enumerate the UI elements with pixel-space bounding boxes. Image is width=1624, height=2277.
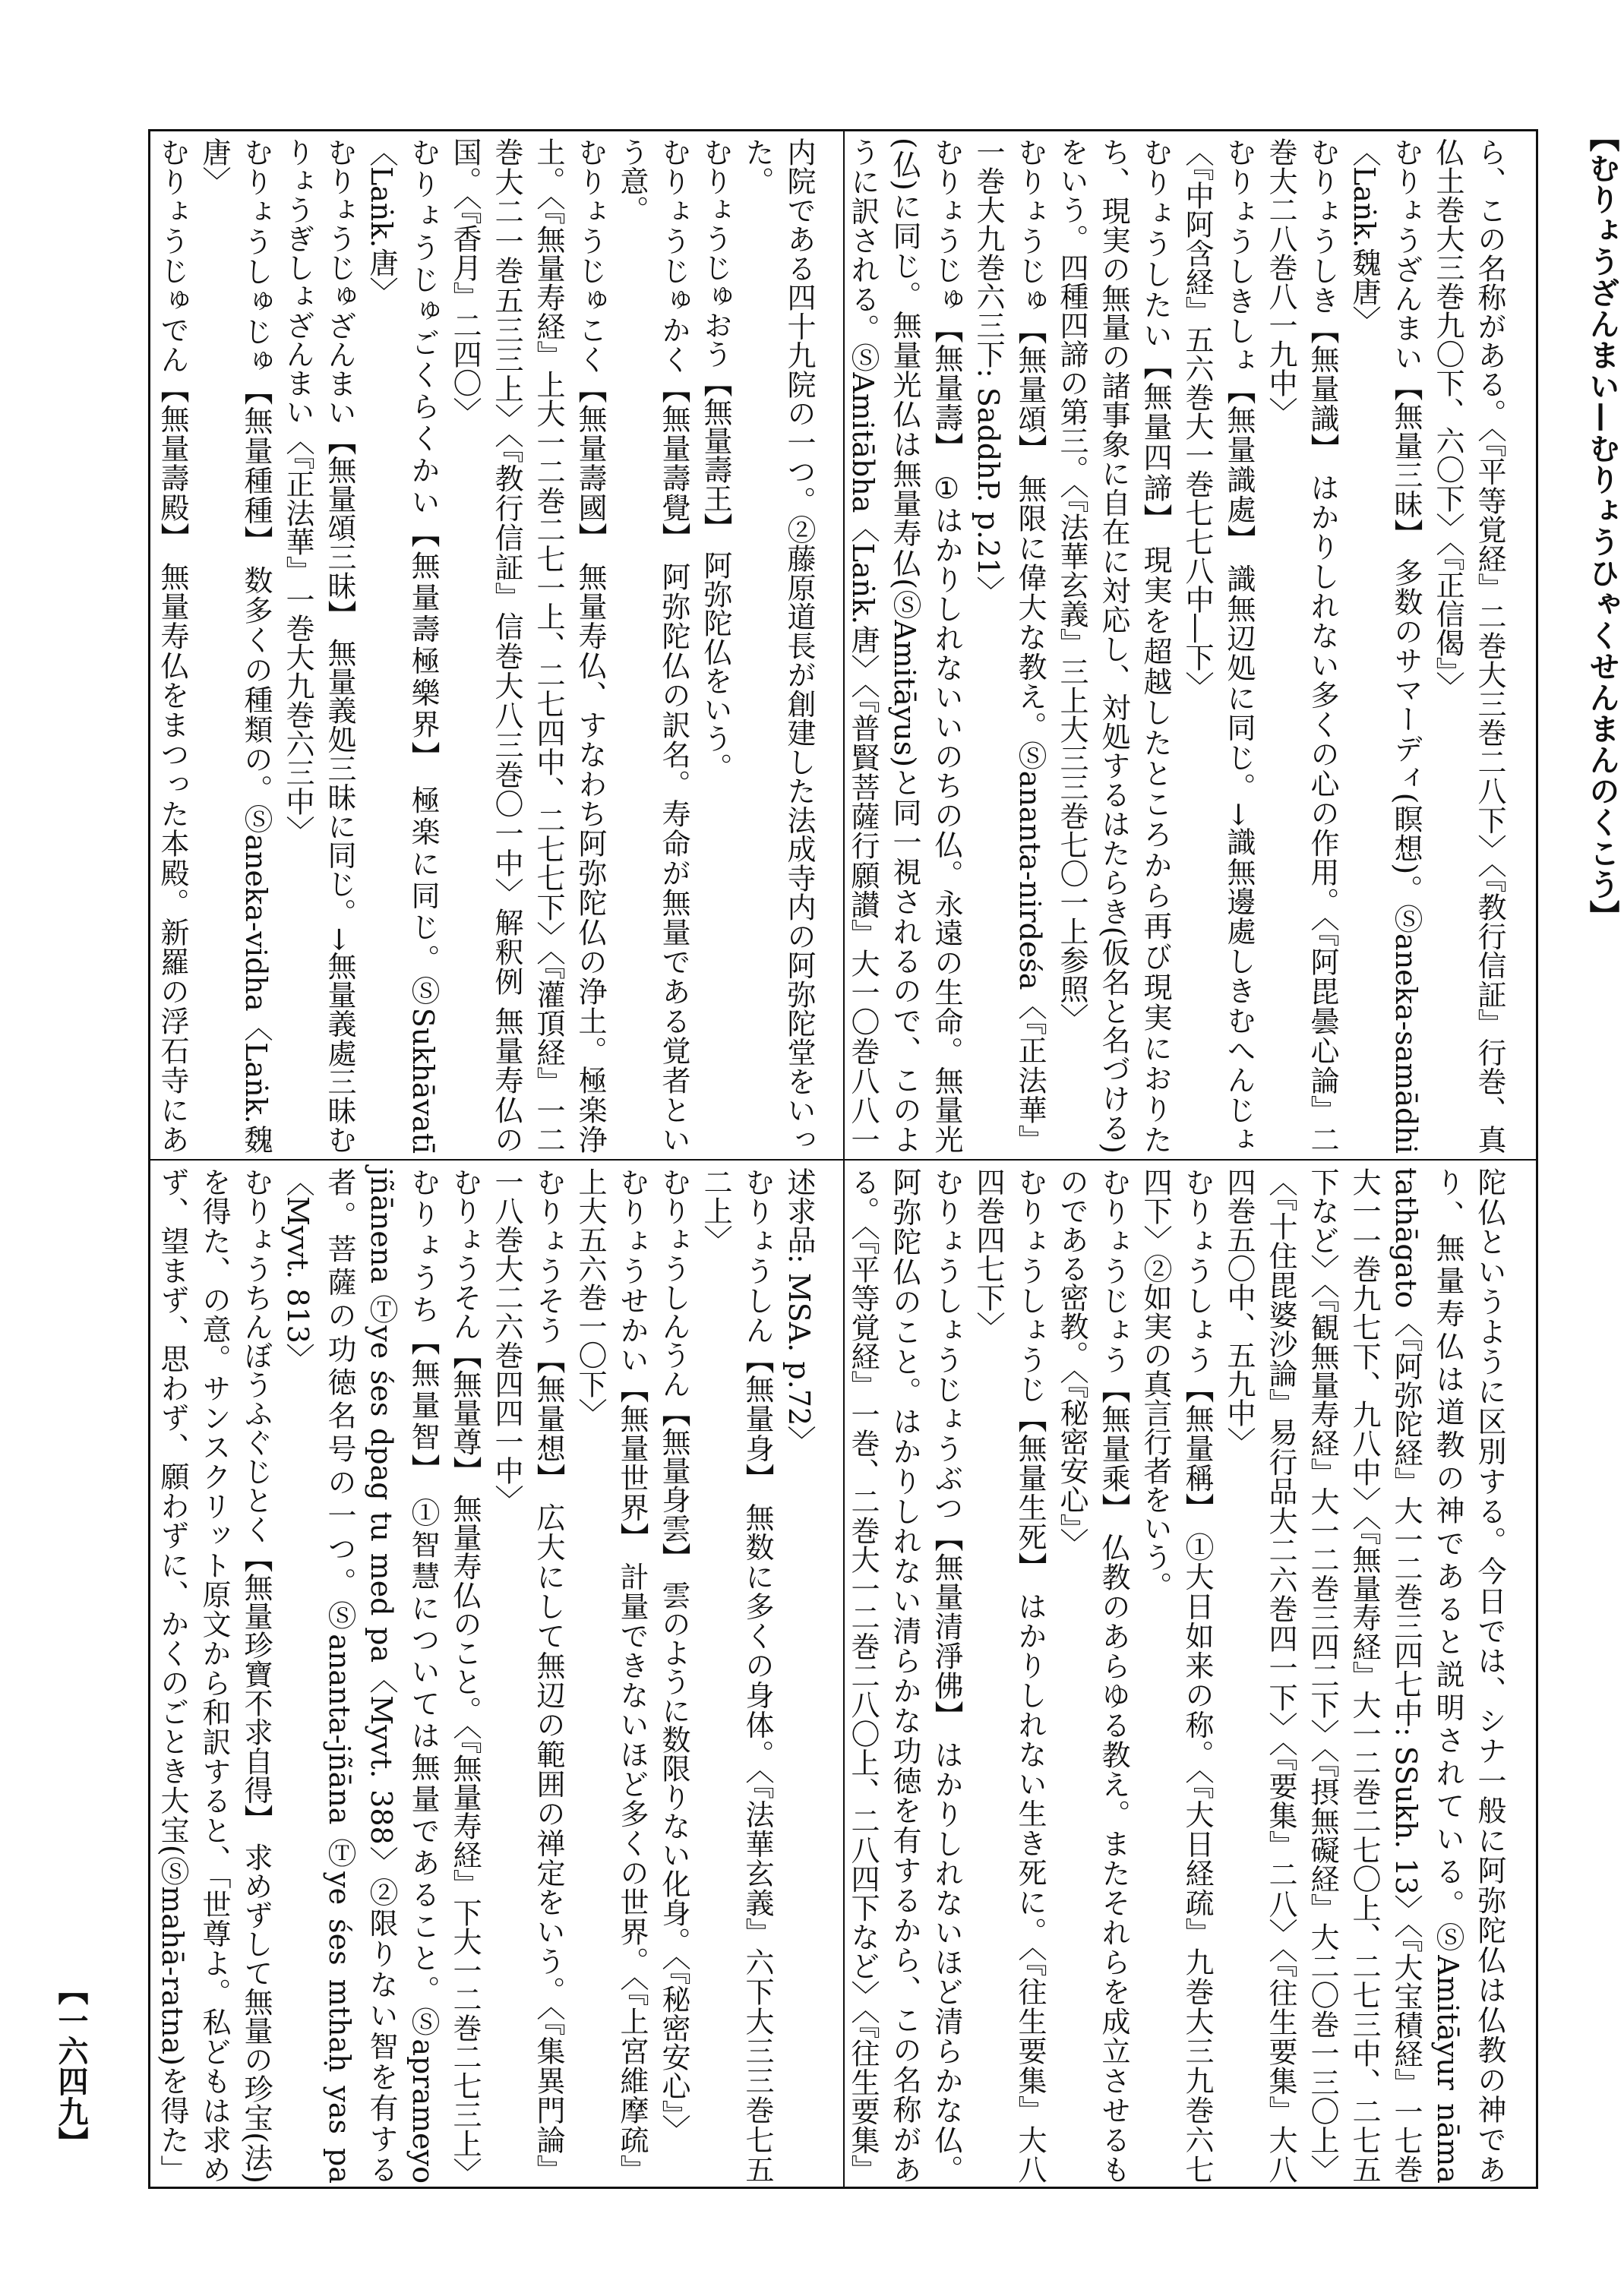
entry: ら、この名称がある。〈『平等覚経』二巻大三巻二八下〉〈『教行信証』行巻、真仏土巻大三巻九〇下、六〇下〉〈『正信偈』〉: [1431, 137, 1506, 1154]
page-number: 【一六四九】: [53, 1975, 88, 2157]
entry: 述求品: MSA. p.72〉: [782, 1167, 816, 1455]
entry: むりょうそん【無量尊】 無量寿仏のこと。〈『無量寿経』下大一二巻二七三上〉: [448, 1167, 482, 2187]
block-top-right: [842, 131, 1536, 1160]
entry: むりょうしたい【無量四諦】 現実を超越したところから再び現実におりたち、現実の無量の諸事象に自在に対応し、対処するはたらき(仮名と名づける)をいう。四種四諦の第三。〈『法華玄義』三上大三三巻七〇一上参照〉: [1055, 137, 1172, 1154]
entry: むりょうせかい【無量世界】 計量できないほど多くの世界。〈『上宮維摩疏』上大五六巻一〇下〉: [573, 1167, 649, 2184]
entry: むりょうじゅでん【無量壽殿】 無量寿仏をまつった本殿。新羅の浮石寺にあ: [156, 137, 189, 1154]
entry: むりょうざんまい【無量三昧】 多数のサマーディ(瞑想)。Ⓢaneka-samādhi〈Laṅk.魏唐〉: [1348, 137, 1423, 1154]
entry: むりょうしょうじ【無量生死】 はかりしれない生き死に。〈『往生要集』大八四巻四七下〉: [972, 1167, 1047, 2184]
block-top-left: [150, 131, 842, 1160]
page-frame: [148, 129, 1538, 2189]
entry: むりょうちんぼうふぐじとく【無量珍寶不求自得】 求めずして無量の珍宝(法)を得た、の意。サンスクリット原文から和訳すると、「世尊よ。私どもは求めず、望まず、思わず、願わずに、かくのごとき大宝(Ⓢmahā-ratna)を得た」: [156, 1167, 273, 2184]
entry: むりょうしき【無量識】 はかりしれない多くの心の作用。〈『阿毘曇心論』二巻大二八巻八一九中〉: [1264, 137, 1339, 1154]
entry: むりょうじゅかく【無量壽覺】 阿弥陀仏の訳名。寿命が無量である覚者という意。: [615, 137, 690, 1154]
entry: むりょうじゅごくらくかい【無量壽極樂界】 極楽に同じ。ⓈSukhāvatī〈Laṅk.唐〉: [365, 137, 440, 1154]
entry: むりょうじゅざんまい【無量頌三昧】 無量義処三昧に同じ。→無量義處三昧むりょうぎしょざんまい〈『正法華』一巻大九巻六三中〉: [281, 137, 356, 1154]
entry: むりょうしょう【無量稱】 ①大日如来の称。〈『大日経疏』九巻大三九巻六七四下〉②如実の真言行者をいう。: [1139, 1167, 1214, 2184]
running-header: 【むりょうざんまい—むりょうひゃくせんまんのくこう】: [1585, 122, 1619, 931]
entry: むりょうしんうん【無量身雲】 雲のように数限りない化身。〈『秘密安心』〉: [657, 1167, 690, 2144]
block-bottom-right: [842, 1161, 1536, 2190]
block-bottom-left: [150, 1161, 842, 2190]
entry: むりょうち【無量智】 ①智慧については無量であること。Ⓢaprameyo jñānena Ⓣye śes dpag tu med pa〈Myvt. 388〉②限りない智を有する者。菩薩の功徳名号の一つ。Ⓢananta-jñāna Ⓣye śes mthaḥ yas pa〈Myvt. 813〉: [281, 1167, 440, 2184]
entry: むりょうじゅこく【無量壽國】 無量寿仏、すなわち阿弥陀仏の浄土。極楽浄土。〈『無量寿経』上大一二巻二七一上、二七四中、二七七下〉〈『灌頂経』一二巻大二一巻五三三上〉〈『教行信証』信巻大八三巻〇一中〉解釈例 無量寿仏の国。〈『香月』二四〇〉: [448, 137, 607, 1154]
entry: むりょうそう【無量想】 広大にして無辺の範囲の禅定をいう。〈『集異門論』一八巻大二六巻四四一中〉: [490, 1167, 565, 2184]
entry: 内院である四十九院の一つ。②藤原道長が創建した法成寺内の阿弥陀堂をいった。: [741, 137, 816, 1154]
entry: むりょうしきしょ【無量識處】 識無辺処に同じ。→識無邊處しきむへんじょ〈『中阿含経』五六巻大一巻七七八中―下〉: [1180, 137, 1256, 1154]
entry: むりょうしん【無量身】 無数に多くの身体。〈『法華玄義』六下大三三巻七五二上〉: [699, 1167, 774, 2184]
entry: むりょうじゅ【無量壽】 ①はかりしれないいのちの仏。永遠の生命。無量光(仏)に同じ。無量光仏は無量寿仏(ⓈAmitāyus)と同一視されるので、このように訳される。ⓈAmitābha〈Laṅk.唐〉〈『普賢菩薩行願讃』大一〇巻八八一: [846, 137, 963, 1154]
entry: むりょうじゅおう【無量壽王】 阿弥陀仏をいう。: [699, 137, 732, 782]
entry: むりょうしょうじょうぶつ【無量清淨佛】 はかりしれないほど清らかな仏。阿弥陀仏のこと。はかりしれない清らかな功徳を有するから、この名称がある。〈『平等覚経』一巻、二巻大一二巻二八〇上、二八四下など〉〈『往生要集』: [846, 1167, 963, 2184]
entry: 陀仏というように区別する。今日では、シナ一般に阿弥陀仏は仏教の神であり、無量寿仏は道教の神であると説明されている。ⓈAmitāyur nāma tathāgato〈『阿弥陀経』大一二巻三四七中: SSukh. 13〉〈『大宝積経』一七巻大一一巻九七下、九八中〉〈『無量寿経』大一二巻二七〇上、二七三中、二七五下など〉〈『観無量寿経』大一二巻三四二下〉〈『摂無礙経』大二〇巻一三〇上〉〈『十住毘婆沙論』易行品大二六巻四一下〉〈『要集』二八〉〈『往生要集』大八四巻五〇中、五九中〉: [1222, 1167, 1506, 2184]
entry: むりょうじゅ【無量頌】 無限に偉大な教え。Ⓢananta-nirdeśa〈『正法華』一巻大九巻六三下: SaddhP. p.21〉: [972, 137, 1047, 1154]
entry: むりょうじょう【無量乘】 仏教のあらゆる教え。またそれらを成立させるものである密教。〈『秘密安心』〉: [1055, 1167, 1130, 2184]
entry: むりょうしゅじゅ【無量種種】 数多くの種類の。Ⓢaneka-vidha〈Laṅk.魏唐〉: [197, 137, 273, 1154]
